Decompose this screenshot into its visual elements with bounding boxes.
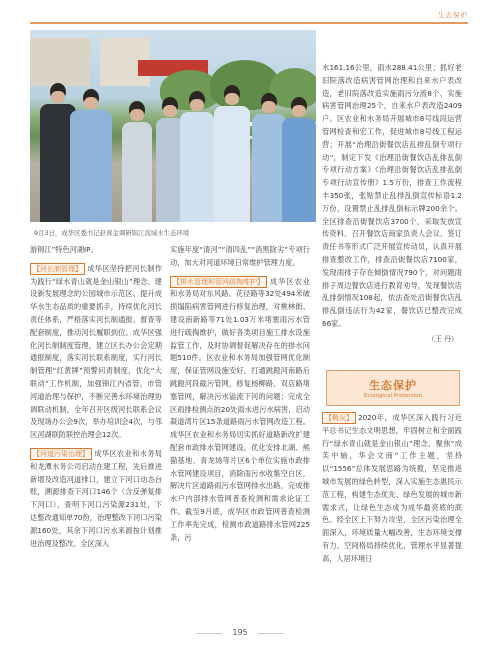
column-3-lower bbox=[322, 412, 462, 566]
person-figure bbox=[122, 101, 152, 222]
person-figure bbox=[180, 91, 214, 222]
person-figure bbox=[282, 97, 316, 222]
page-number-rule bbox=[258, 633, 284, 634]
section-tag-drainage: 【排水管理和管网疏掏维护】 bbox=[170, 276, 267, 288]
column-2 bbox=[170, 244, 310, 544]
column-1 bbox=[30, 244, 162, 550]
paragraph-pipeline: 水161.16公里，雨水288.41公里；抓好老旧院落改造病害管网治理和自来水户表改造，老旧院落改造实施雨污分流8个、实施病害管网治理25个，自来水户表改造2409户。区农业和水务局开展城市8号线段运营管网检查和宏工作，促进城市8号线工程运营；开展“治理沿街餐饮店乱排乱倒专项行动”，制定下发《治理沿街餐饮店乱排乱倒专项行动方案》《治理沿街餐饮店乱排乱倒专项行动宣传册》1.5万份，排查工作流程丰350张，张贴禁止乱排乱倒宣传标语1.2万份，设置禁止乱排乱倒标示牌200余个。全区排查沿街餐饮店3700个，采取发放宣传资料、召开餐饮店商家负责人会议、签订责任书等形式广泛开展宣传动员，认真开展排查整改工作，排查沿街餐饮店7100家，发现雨排子存在倾倒情况790个，对问题雨排子周边餐饮店进行教育劝导，发现餐饮店乱排倒情况108起，依法查处沿街餐饮店乱排乱倒违法行为42家，餐饮店已整改完成66家。 bbox=[322, 63, 462, 328]
paragraph-river-pollution: 成华区农业和水务局和龙潭水务公司启动在建工程，先后推进新增及改造河道排口，建立下河口动态台账，溯源排查下河口146个（含反弹复排下河口），查明下河口污染源231处，下达整改通知单70份，治理整改下河口污染源160处，其余下河口污水来源按计划推进治理及整改。全区深入 bbox=[30, 448, 162, 548]
column-3 bbox=[322, 62, 462, 346]
eco-subtitle: Ecological Protection bbox=[363, 393, 423, 399]
eco-title: 生态保护 bbox=[369, 379, 417, 392]
person-figure bbox=[214, 85, 250, 222]
paragraph-special-action: 实施年度“清河”“清四乱”“消黑除劣”专项行动，加大对河道环境日常维护管理力度。 bbox=[170, 245, 310, 267]
photo-caption: 9月3日，成华区委书记赵蓉金调研锦江流域水生态环境 bbox=[34, 229, 190, 237]
paragraph-river-chief: 成华区坚持把河长制作为践行“绿水青山就是金山银山”理念、建设新发展理念的公园城市示范区、提升成华水生态品质的重要抓手，持续优化河长责任体系，严格落实河长制通报、督查等配套制度，推动河长履职到位。成华区强化河长制制度管理，建立区长办公会定期通报制度，落实河长联系制度，实行河长制管理“红黄牌”预警问责制度，优化“大联动”工作机制，加强锦江内省管、市管河道治理与保护，不断完善水环境治理协调联动机制，全年召开区级河长联系会议及现场办公会9次，举办培训会4次，与邻区河湖联防联控治理会12次。 bbox=[30, 263, 162, 440]
section-tag: 生态保护 bbox=[438, 11, 468, 19]
intro-line: 游锦江”特色河湖IP。 bbox=[30, 245, 98, 254]
section-tag-river-chief: 【河长制管理】 bbox=[30, 263, 85, 275]
section-tag-overview: 【概况】 bbox=[322, 412, 356, 424]
page-number: 195 bbox=[232, 628, 248, 637]
paragraph-drainage: 成华区农业和水务局对东风路、花径路等32处494米破损塌陷病害管网进行修复治理，对桃林街、建设南新路等71处1.03万米堵塞雨污水管进行疏掏维护，做好各类项目施工排水设施监管工作，及时协调督促解决存在的排水问题510件。区农业和水务局加强管网优化制度，保证管网设施安好，打通跳蹬河南路后跳蹬河段截污管网，修复杨柳路、双店路堵塞管网，解决污水溢流下河的问题；完成全区雨排检测点的20处雨水进污水病害，启动凝道湾片区15条道路雨污水管网改造工程。成华区农业和水务局切实抓好道路新改扩建配套市政排水管网建设，优化安排北湖、熊猫基地、青龙场等片区6个单位实施市政排水管网建设项目，消除雨污水收集空白区，解决片区道路雨污水管网排水出路，完成排水户内部排水管网普查检测和需求论证工作。截至9月底，成华区市政管网普查检测工作率先完成，检测市政道路排水管网225条，污 bbox=[170, 276, 310, 542]
author-credit: （王 丹） bbox=[427, 334, 458, 343]
section-tag-river-pollution: 【河道污染治理】 bbox=[30, 448, 92, 460]
inspection-photo bbox=[30, 30, 316, 222]
paragraph-overview: 2020年，成华区深入践行习近平总书记生态文明思想，牢固树立和全面践行“绿水青山就是金山银山”理念，聚焦“成芙中轴，华会文商”工作主题，坚持以“1556”总体发展思路为统揽，坚定推进城市发展的绿色转型，深入实施生态惠民示范工程，构建生态优先、绿色发展的城市新需求式，让绿色生态成为成华最亮底的底色。经全区上下努力攻坚，全区污染治理全面深入，环境质量大幅改善，生态环境支撑有力，空间格局持续优化，管理水平显著提高，人居环境日 bbox=[322, 413, 462, 563]
eco-protection-banner bbox=[326, 370, 460, 406]
person-figure bbox=[252, 93, 286, 222]
building-shape bbox=[30, 38, 90, 86]
person-figure bbox=[70, 89, 112, 222]
header-rule bbox=[30, 22, 468, 24]
